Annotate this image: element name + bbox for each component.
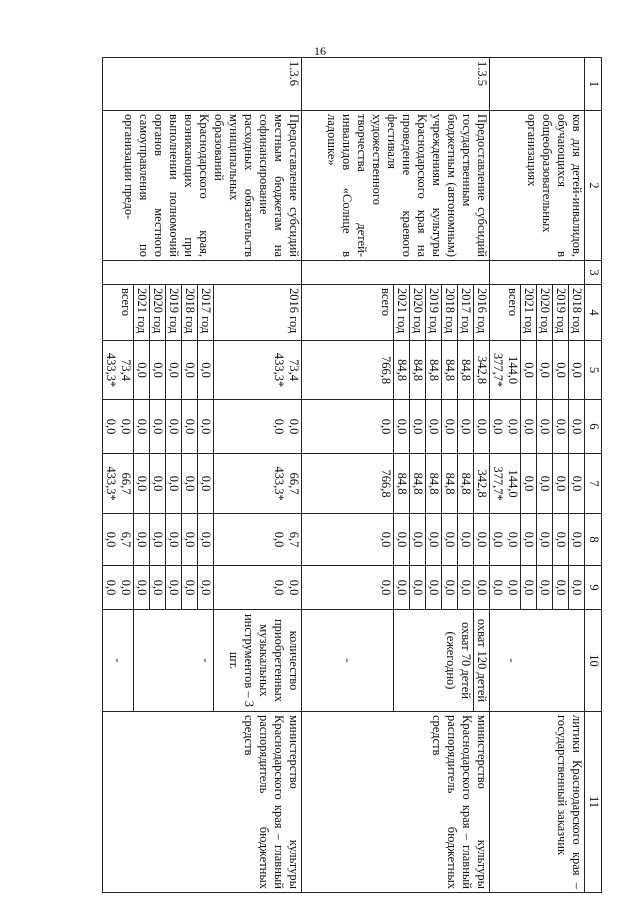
col-num: 6 xyxy=(585,400,602,454)
value-cell: 0,0 xyxy=(474,400,490,454)
value-cell: 0,0 xyxy=(150,514,166,566)
value-cell: 0,0 xyxy=(442,400,458,454)
value-line: 433,3* xyxy=(104,466,118,501)
value-cell: 766,8 xyxy=(302,454,394,514)
col-num: 4 xyxy=(585,285,602,341)
value-cell: 0,0 xyxy=(569,341,585,400)
period-cell: 2019 год xyxy=(166,285,182,341)
value-cell xyxy=(214,341,302,400)
value-cell: 0,0 xyxy=(166,454,182,514)
period-cell: 2019 год xyxy=(426,285,442,341)
value-cell: 84,8 xyxy=(442,341,458,400)
measure-description: Предоставление субсидий государственным бюджетным (автономным) учреждениям культуры Краснодарского края на проведение краевого фестиваля художественного творчества детей-инвалидов «Солнце в ладошке» xyxy=(302,111,490,261)
value-cell: 84,8 xyxy=(458,341,474,400)
value-cell xyxy=(103,400,134,454)
value-cell: 0,0 xyxy=(394,566,410,610)
col-num: 10 xyxy=(585,610,602,712)
page-number: 16 xyxy=(314,44,326,58)
value-cell: 0,0 xyxy=(553,454,569,514)
value-cell: 0,0 xyxy=(569,514,585,566)
value-cell: 0,0 xyxy=(166,400,182,454)
period-cell: 2017 год xyxy=(198,285,214,341)
value-cell: 0,0 xyxy=(553,566,569,610)
value-cell: 0,0 xyxy=(166,566,182,610)
value-line: 73,4 xyxy=(119,359,133,381)
value-cell: 84,8 xyxy=(394,454,410,514)
value-cell: 0,0 xyxy=(198,514,214,566)
value-line: 377,7* xyxy=(491,466,505,501)
blank-cell xyxy=(302,261,490,285)
value-cell: 0,0 xyxy=(474,566,490,610)
value-cell: 0,0 xyxy=(166,514,182,566)
value-line: 0,0 xyxy=(491,579,505,596)
value-cell xyxy=(103,454,134,514)
value-cell: 0,0 xyxy=(426,566,442,610)
measure-description: ков для детей-инвалидов, обучающихся в общеобразовательных организациях xyxy=(490,111,585,261)
period-cell: 2020 год xyxy=(150,285,166,341)
period-cell: 2017 год xyxy=(458,285,474,341)
value-cell: 84,8 xyxy=(394,341,410,400)
value-line: 0,0 xyxy=(119,418,133,435)
value-line: 0,0 xyxy=(272,418,286,435)
value-cell: 0,0 xyxy=(198,400,214,454)
col-num: 2 xyxy=(585,111,602,261)
col-num: 1 xyxy=(585,58,602,111)
value-cell: 0,0 xyxy=(198,454,214,514)
table-row xyxy=(474,58,490,893)
value-cell: 0,0 xyxy=(134,341,150,400)
value-cell: 766,8 xyxy=(302,341,394,400)
value-cell: 0,0 xyxy=(134,566,150,610)
value-cell: 84,8 xyxy=(426,454,442,514)
value-cell: 0,0 xyxy=(150,341,166,400)
value-cell: 0,0 xyxy=(166,341,182,400)
value-cell: 0,0 xyxy=(521,514,537,566)
value-line: 66,7 xyxy=(287,472,301,495)
period-cell: 2016 год xyxy=(474,285,490,341)
value-cell xyxy=(214,514,302,566)
value-cell xyxy=(214,454,302,514)
result-cell: охват 120 детей xyxy=(474,610,490,712)
value-line: 433,3* xyxy=(272,352,286,388)
value-line: 0,0 xyxy=(287,579,301,596)
result-cell: - xyxy=(134,610,214,712)
value-line: 0,0 xyxy=(272,579,286,596)
value-line: 433,3* xyxy=(272,466,286,501)
value-cell: 0,0 xyxy=(474,514,490,566)
value-cell: 0,0 xyxy=(410,566,426,610)
value-cell: 84,8 xyxy=(458,454,474,514)
value-cell: 0,0 xyxy=(442,566,458,610)
row-number-cell: 1.3.6 xyxy=(103,58,302,111)
period-cell: 2018 год xyxy=(442,285,458,341)
period-cell: 2018 год xyxy=(182,285,198,341)
value-cell: 0,0 xyxy=(182,341,198,400)
table-row xyxy=(569,58,585,893)
value-cell: 0,0 xyxy=(302,400,394,454)
value-cell: 342,8 xyxy=(474,454,490,514)
value-cell: 0,0 xyxy=(521,454,537,514)
value-cell: 0,0 xyxy=(458,566,474,610)
program-table xyxy=(102,57,602,893)
value-cell: 0,0 xyxy=(569,566,585,610)
value-line: 6,7 xyxy=(119,531,133,548)
value-cell: 0,0 xyxy=(521,341,537,400)
result-cell: - xyxy=(103,610,134,712)
value-cell: 0,0 xyxy=(182,514,198,566)
value-cell: 0,0 xyxy=(553,400,569,454)
value-cell: 0,0 xyxy=(521,566,537,610)
result-cell: охват 70 детей (ежегодно) xyxy=(394,610,474,712)
period-cell: 2020 год xyxy=(410,285,426,341)
value-line: 144,0 xyxy=(506,469,520,498)
value-cell: 0,0 xyxy=(410,400,426,454)
value-cell xyxy=(214,566,302,610)
value-cell: 84,8 xyxy=(410,341,426,400)
value-line: 0,0 xyxy=(104,418,118,435)
period-cell: 2021 год xyxy=(394,285,410,341)
value-cell: 0,0 xyxy=(302,566,394,610)
value-cell xyxy=(214,400,302,454)
value-cell: 0,0 xyxy=(182,400,198,454)
value-line: 0,0 xyxy=(104,579,118,596)
value-cell: 0,0 xyxy=(569,400,585,454)
table-row xyxy=(214,58,302,893)
value-cell xyxy=(490,400,521,454)
value-cell: 0,0 xyxy=(426,514,442,566)
period-cell: всего xyxy=(490,285,521,341)
value-line: 377,7* xyxy=(491,352,505,388)
col-num: 7 xyxy=(585,454,602,514)
value-cell: 0,0 xyxy=(150,566,166,610)
value-cell: 342,8 xyxy=(474,341,490,400)
value-line: 66,7 xyxy=(119,472,133,495)
value-cell xyxy=(103,514,134,566)
value-cell xyxy=(103,566,134,610)
value-cell: 0,0 xyxy=(150,454,166,514)
measure-description: Предоставление субсидий местным бюджетам на софинансирование расходных обязательств муниципальных образований Краснодарского края, возникающих при выполнении полномочий органов местного самоуправления по организации предо- xyxy=(103,111,302,261)
responsible-cell: министерство культуры Краснодарского края – главный распорядитель бюджетных средств xyxy=(302,712,490,893)
value-cell: 0,0 xyxy=(569,454,585,514)
value-cell: 0,0 xyxy=(537,566,553,610)
period-cell: 2019 год xyxy=(553,285,569,341)
value-cell: 0,0 xyxy=(537,514,553,566)
period-cell: 2016 год xyxy=(214,285,302,341)
period-cell: 2018 год xyxy=(569,285,585,341)
value-line: 0,0 xyxy=(119,579,133,596)
value-cell: 0,0 xyxy=(198,341,214,400)
result-cell: - xyxy=(490,610,585,712)
value-cell: 0,0 xyxy=(302,514,394,566)
value-cell: 0,0 xyxy=(198,566,214,610)
value-cell: 84,8 xyxy=(426,341,442,400)
value-cell: 0,0 xyxy=(134,454,150,514)
col-num: 5 xyxy=(585,341,602,400)
col-num: 11 xyxy=(585,712,602,893)
rotated-table-container xyxy=(87,57,602,892)
value-line: 73,4 xyxy=(287,359,301,381)
value-cell: 0,0 xyxy=(426,400,442,454)
period-cell: 2021 год xyxy=(521,285,537,341)
row-number-cell xyxy=(490,58,585,111)
value-cell: 0,0 xyxy=(537,341,553,400)
blank-cell xyxy=(490,261,585,285)
value-cell xyxy=(103,341,134,400)
value-cell: 0,0 xyxy=(134,514,150,566)
value-line: 0,0 xyxy=(506,579,520,596)
value-line: 0,0 xyxy=(272,531,286,548)
result-cell: - xyxy=(302,610,394,712)
value-cell: 0,0 xyxy=(537,400,553,454)
col-num: 9 xyxy=(585,566,602,610)
col-num: 8 xyxy=(585,514,602,566)
responsible-cell: министерство культуры Краснодарского края – главный распорядитель бюджетных средств xyxy=(103,712,302,893)
value-cell: 0,0 xyxy=(150,400,166,454)
col-num: 3 xyxy=(585,261,602,285)
period-cell: 2020 год xyxy=(537,285,553,341)
blank-cell xyxy=(103,261,302,285)
value-line: 433,3* xyxy=(104,352,118,388)
value-cell: 0,0 xyxy=(458,400,474,454)
value-cell xyxy=(490,341,521,400)
value-cell: 0,0 xyxy=(394,400,410,454)
value-cell: 84,8 xyxy=(442,454,458,514)
period-cell: всего xyxy=(103,285,134,341)
value-line: 144,0 xyxy=(506,355,520,385)
value-cell xyxy=(490,514,521,566)
value-cell: 0,0 xyxy=(553,514,569,566)
value-cell: 0,0 xyxy=(553,341,569,400)
value-line: 0,0 xyxy=(506,531,520,548)
value-cell: 0,0 xyxy=(537,454,553,514)
value-cell: 84,8 xyxy=(410,454,426,514)
value-cell xyxy=(490,566,521,610)
row-number-cell: 1.3.5 xyxy=(302,58,490,111)
period-cell: 2021 год xyxy=(134,285,150,341)
value-line: 0,0 xyxy=(491,418,505,435)
value-cell: 0,0 xyxy=(394,514,410,566)
value-line: 0,0 xyxy=(287,418,301,435)
column-numbers-row xyxy=(585,58,602,893)
period-cell: всего xyxy=(302,285,394,341)
value-cell: 0,0 xyxy=(182,454,198,514)
value-line: 0,0 xyxy=(104,531,118,548)
value-cell: 0,0 xyxy=(134,400,150,454)
value-cell: 0,0 xyxy=(521,400,537,454)
value-cell: 0,0 xyxy=(182,566,198,610)
value-cell xyxy=(490,454,521,514)
result-cell: количество приобретенных музыкальных инструментов – 3 шт. xyxy=(214,610,302,712)
value-cell: 0,0 xyxy=(410,514,426,566)
responsible-cell: литики Краснодарского края – государственный заказчик xyxy=(490,712,585,893)
value-cell: 0,0 xyxy=(442,514,458,566)
value-line: 0,0 xyxy=(506,418,520,435)
value-line: 6,7 xyxy=(287,531,301,548)
value-cell: 0,0 xyxy=(458,514,474,566)
value-line: 0,0 xyxy=(491,531,505,548)
